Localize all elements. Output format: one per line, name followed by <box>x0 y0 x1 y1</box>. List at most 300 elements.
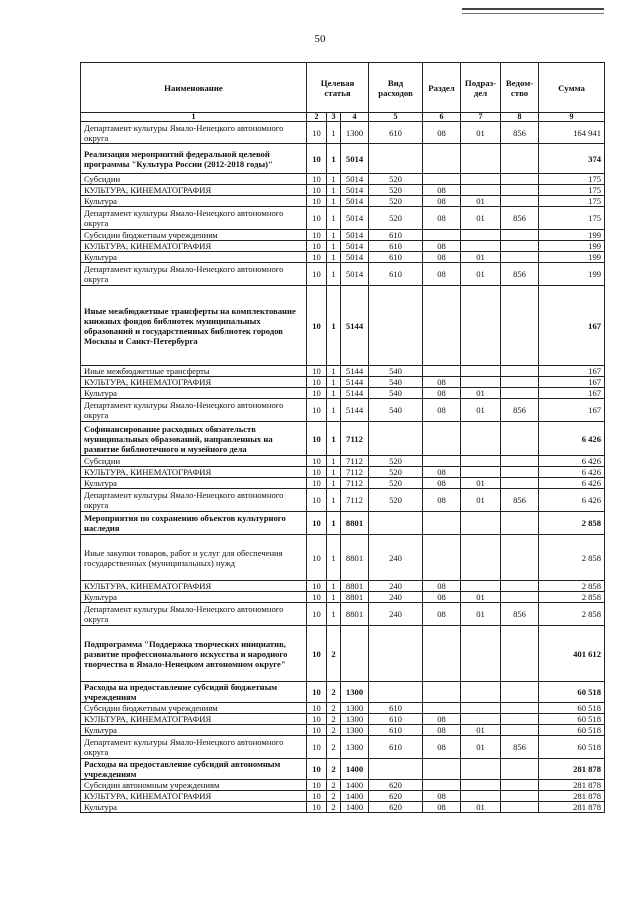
row-target-subprogram: 1 <box>327 241 341 252</box>
row-name: Департамент культуры Ямало-Ненецкого автономного округа <box>81 263 307 286</box>
row-target-program: 10 <box>307 581 327 592</box>
row-expense-type: 240 <box>369 535 423 581</box>
row-department <box>501 456 539 467</box>
row-department <box>501 478 539 489</box>
row-name: Субсидии <box>81 456 307 467</box>
row-target-code: 5014 <box>341 196 369 207</box>
row-subsection <box>461 286 501 366</box>
row-target-subprogram: 1 <box>327 388 341 399</box>
row-target-code: 8801 <box>341 581 369 592</box>
row-sum: 175 <box>539 185 605 196</box>
row-target-program: 10 <box>307 478 327 489</box>
row-target-code: 7112 <box>341 489 369 512</box>
row-expense-type: 610 <box>369 714 423 725</box>
row-section: 08 <box>423 399 461 422</box>
row-target-program: 10 <box>307 714 327 725</box>
row-target-subprogram: 2 <box>327 759 341 780</box>
row-target-program: 10 <box>307 286 327 366</box>
row-department: 856 <box>501 207 539 230</box>
table-row <box>81 725 605 736</box>
row-target-code: 1400 <box>341 802 369 813</box>
row-target-subprogram: 1 <box>327 467 341 478</box>
row-target-program: 10 <box>307 122 327 144</box>
row-target-code: 5014 <box>341 174 369 185</box>
row-subsection: 01 <box>461 603 501 626</box>
row-expense-type: 620 <box>369 791 423 802</box>
row-target-program: 10 <box>307 207 327 230</box>
row-section <box>423 535 461 581</box>
row-subsection <box>461 626 501 682</box>
row-subsection: 01 <box>461 736 501 759</box>
row-target-program: 10 <box>307 456 327 467</box>
row-subsection <box>461 377 501 388</box>
row-name: Иные закупки товаров, работ и услуг для обеспечения государственных (муниципальных) нужд <box>81 535 307 581</box>
row-target-subprogram: 1 <box>327 366 341 377</box>
row-target-program: 10 <box>307 802 327 813</box>
row-expense-type: 610 <box>369 736 423 759</box>
row-sum: 175 <box>539 196 605 207</box>
row-target-code: 5014 <box>341 230 369 241</box>
row-target-program: 10 <box>307 780 327 791</box>
column-number: 1 <box>81 113 307 122</box>
row-section <box>423 422 461 456</box>
row-sum: 2 858 <box>539 603 605 626</box>
row-target-program: 10 <box>307 241 327 252</box>
row-sum: 60 518 <box>539 714 605 725</box>
row-department <box>501 592 539 603</box>
budget-table <box>80 62 605 813</box>
row-expense-type: 610 <box>369 263 423 286</box>
row-target-subprogram: 2 <box>327 780 341 791</box>
table-row <box>81 759 605 780</box>
row-name: Культура <box>81 388 307 399</box>
row-target-subprogram: 1 <box>327 230 341 241</box>
row-section <box>423 366 461 377</box>
table-row <box>81 122 605 144</box>
row-expense-type <box>369 759 423 780</box>
row-target-code: 8801 <box>341 603 369 626</box>
row-sum: 167 <box>539 366 605 377</box>
row-target-code: 1300 <box>341 725 369 736</box>
row-subsection <box>461 144 501 174</box>
row-sum: 60 518 <box>539 682 605 703</box>
row-department <box>501 366 539 377</box>
row-target-program: 10 <box>307 736 327 759</box>
table-row <box>81 592 605 603</box>
row-sum: 6 426 <box>539 478 605 489</box>
row-expense-type: 610 <box>369 230 423 241</box>
header-target: Целевая статья <box>307 63 369 113</box>
row-target-code: 8801 <box>341 592 369 603</box>
row-target-subprogram: 2 <box>327 802 341 813</box>
row-department <box>501 174 539 185</box>
row-target-code: 1300 <box>341 703 369 714</box>
row-section: 08 <box>423 207 461 230</box>
row-expense-type: 520 <box>369 185 423 196</box>
row-target-code: 5144 <box>341 388 369 399</box>
row-target-subprogram: 1 <box>327 144 341 174</box>
row-target-code: 5014 <box>341 207 369 230</box>
row-name: Культура <box>81 478 307 489</box>
row-target-program: 10 <box>307 489 327 512</box>
table-row <box>81 682 605 703</box>
row-name: Реализация мероприятий федеральной целевой программы "Культура России (2012-2018 годы)" <box>81 144 307 174</box>
row-target-code: 5014 <box>341 185 369 196</box>
table-row <box>81 478 605 489</box>
row-target-subprogram: 2 <box>327 791 341 802</box>
row-name: КУЛЬТУРА, КИНЕМАТОГРАФИЯ <box>81 241 307 252</box>
header-section: Раздел <box>423 63 461 113</box>
header-name: Наименование <box>81 63 307 113</box>
table-row <box>81 512 605 535</box>
column-number: 3 <box>327 113 341 122</box>
row-department <box>501 791 539 802</box>
row-target-program: 10 <box>307 422 327 456</box>
row-section: 08 <box>423 714 461 725</box>
row-department <box>501 512 539 535</box>
table-row <box>81 388 605 399</box>
row-sum: 281 878 <box>539 759 605 780</box>
row-expense-type: 520 <box>369 207 423 230</box>
row-section <box>423 230 461 241</box>
row-expense-type <box>369 682 423 703</box>
row-subsection <box>461 703 501 714</box>
row-sum: 374 <box>539 144 605 174</box>
row-sum: 401 612 <box>539 626 605 682</box>
row-subsection <box>461 535 501 581</box>
header-department: Ведом-ство <box>501 63 539 113</box>
row-expense-type: 540 <box>369 377 423 388</box>
row-expense-type: 610 <box>369 725 423 736</box>
row-expense-type: 520 <box>369 478 423 489</box>
row-target-code: 5144 <box>341 366 369 377</box>
row-expense-type: 540 <box>369 366 423 377</box>
row-target-program: 10 <box>307 791 327 802</box>
row-section <box>423 144 461 174</box>
row-expense-type: 540 <box>369 399 423 422</box>
table-row <box>81 780 605 791</box>
column-number: 7 <box>461 113 501 122</box>
row-subsection <box>461 366 501 377</box>
row-target-program: 10 <box>307 682 327 703</box>
row-target-subprogram: 1 <box>327 489 341 512</box>
row-target-subprogram: 1 <box>327 207 341 230</box>
row-department: 856 <box>501 603 539 626</box>
row-section: 08 <box>423 263 461 286</box>
row-target-code: 1300 <box>341 714 369 725</box>
row-section: 08 <box>423 603 461 626</box>
page-number: 50 <box>314 33 326 45</box>
table-row <box>81 144 605 174</box>
row-sum: 60 518 <box>539 703 605 714</box>
header-sum: Сумма <box>539 63 605 113</box>
row-target-code: 1400 <box>341 780 369 791</box>
row-expense-type: 610 <box>369 252 423 263</box>
row-name: Субсидии бюджетным учреждениям <box>81 230 307 241</box>
row-department: 856 <box>501 122 539 144</box>
row-sum: 6 426 <box>539 489 605 512</box>
row-target-subprogram: 2 <box>327 703 341 714</box>
row-subsection <box>461 456 501 467</box>
row-target-program: 10 <box>307 512 327 535</box>
row-target-program: 10 <box>307 535 327 581</box>
row-section <box>423 682 461 703</box>
row-subsection <box>461 241 501 252</box>
row-target-program: 10 <box>307 263 327 286</box>
row-target-subprogram: 1 <box>327 592 341 603</box>
table-row <box>81 366 605 377</box>
column-number: 6 <box>423 113 461 122</box>
row-section: 08 <box>423 196 461 207</box>
table-row <box>81 174 605 185</box>
row-department: 856 <box>501 489 539 512</box>
row-department <box>501 759 539 780</box>
row-department <box>501 780 539 791</box>
row-subsection: 01 <box>461 263 501 286</box>
row-department <box>501 682 539 703</box>
column-number-row <box>81 113 605 122</box>
row-expense-type: 240 <box>369 592 423 603</box>
row-target-program: 10 <box>307 703 327 714</box>
row-target-subprogram: 1 <box>327 581 341 592</box>
row-section <box>423 703 461 714</box>
row-section: 08 <box>423 467 461 478</box>
row-target-code: 7112 <box>341 456 369 467</box>
row-sum: 2 858 <box>539 592 605 603</box>
column-number: 9 <box>539 113 605 122</box>
row-name: Расходы на предоставление субсидий автономным учреждениям <box>81 759 307 780</box>
header-row <box>81 63 605 113</box>
row-target-subprogram: 2 <box>327 736 341 759</box>
row-target-subprogram: 1 <box>327 252 341 263</box>
row-target-program: 10 <box>307 252 327 263</box>
row-sum: 2 858 <box>539 535 605 581</box>
row-name: КУЛЬТУРА, КИНЕМАТОГРАФИЯ <box>81 714 307 725</box>
row-name: Субсидии автономным учреждениям <box>81 780 307 791</box>
row-target-program: 10 <box>307 185 327 196</box>
row-target-subprogram: 1 <box>327 122 341 144</box>
row-sum: 281 878 <box>539 791 605 802</box>
row-name: Департамент культуры Ямало-Ненецкого автономного округа <box>81 207 307 230</box>
row-target-code: 8801 <box>341 535 369 581</box>
row-subsection <box>461 759 501 780</box>
row-subsection: 01 <box>461 122 501 144</box>
row-expense-type: 520 <box>369 174 423 185</box>
column-number: 8 <box>501 113 539 122</box>
row-expense-type <box>369 512 423 535</box>
row-target-code: 1400 <box>341 791 369 802</box>
row-sum: 6 426 <box>539 467 605 478</box>
row-target-program: 10 <box>307 399 327 422</box>
row-subsection: 01 <box>461 725 501 736</box>
row-target-subprogram: 1 <box>327 174 341 185</box>
row-name: Софинансирование расходных обязательств муниципальных образований, направленных на развитие библиотечного и музейного дела <box>81 422 307 456</box>
row-department <box>501 725 539 736</box>
row-name: КУЛЬТУРА, КИНЕМАТОГРАФИЯ <box>81 791 307 802</box>
row-department <box>501 241 539 252</box>
row-expense-type <box>369 422 423 456</box>
table-row <box>81 802 605 813</box>
row-sum: 167 <box>539 388 605 399</box>
row-sum: 281 878 <box>539 780 605 791</box>
row-name: Департамент культуры Ямало-Ненецкого автономного округа <box>81 489 307 512</box>
row-department <box>501 388 539 399</box>
row-target-subprogram: 2 <box>327 626 341 682</box>
row-department <box>501 185 539 196</box>
row-expense-type: 610 <box>369 122 423 144</box>
row-department: 856 <box>501 399 539 422</box>
row-expense-type: 540 <box>369 388 423 399</box>
row-section: 08 <box>423 478 461 489</box>
row-section: 08 <box>423 581 461 592</box>
row-subsection <box>461 230 501 241</box>
header-subsection: Подраз-дел <box>461 63 501 113</box>
row-expense-type: 240 <box>369 603 423 626</box>
top-rule <box>462 8 604 14</box>
row-name: Департамент культуры Ямало-Ненецкого автономного округа <box>81 122 307 144</box>
table-row <box>81 286 605 366</box>
row-name: Иные межбюджетные трансферты на комплектование книжных фондов библиотек муниципальных образований и государственных библиотек городов Москвы и Санкт-Петербурга <box>81 286 307 366</box>
row-target-subprogram: 1 <box>327 196 341 207</box>
row-section: 08 <box>423 388 461 399</box>
row-sum: 167 <box>539 399 605 422</box>
table-row <box>81 263 605 286</box>
table-row <box>81 535 605 581</box>
row-name: Культура <box>81 592 307 603</box>
row-name: Культура <box>81 252 307 263</box>
row-subsection: 01 <box>461 399 501 422</box>
row-expense-type <box>369 286 423 366</box>
row-sum: 60 518 <box>539 736 605 759</box>
row-target-code: 5014 <box>341 241 369 252</box>
table-row <box>81 736 605 759</box>
row-target-code: 5014 <box>341 252 369 263</box>
row-target-code: 7112 <box>341 478 369 489</box>
row-target-program: 10 <box>307 725 327 736</box>
row-section <box>423 456 461 467</box>
row-target-program: 10 <box>307 592 327 603</box>
row-name: Иные межбюджетные трансферты <box>81 366 307 377</box>
row-target-code: 7112 <box>341 422 369 456</box>
row-name: КУЛЬТУРА, КИНЕМАТОГРАФИЯ <box>81 377 307 388</box>
row-subsection <box>461 512 501 535</box>
row-expense-type: 520 <box>369 489 423 512</box>
row-target-program: 10 <box>307 377 327 388</box>
table-row <box>81 703 605 714</box>
row-department <box>501 535 539 581</box>
table-row <box>81 791 605 802</box>
row-target-code: 5144 <box>341 399 369 422</box>
row-expense-type: 520 <box>369 456 423 467</box>
row-section: 08 <box>423 241 461 252</box>
row-expense-type: 520 <box>369 467 423 478</box>
table-row <box>81 241 605 252</box>
row-section <box>423 626 461 682</box>
row-expense-type: 240 <box>369 581 423 592</box>
row-department <box>501 714 539 725</box>
row-name: Культура <box>81 802 307 813</box>
row-name: Субсидии бюджетным учреждениям <box>81 703 307 714</box>
row-sum: 199 <box>539 241 605 252</box>
row-target-code: 5144 <box>341 377 369 388</box>
row-expense-type: 610 <box>369 241 423 252</box>
row-section: 08 <box>423 489 461 512</box>
row-target-program: 10 <box>307 144 327 174</box>
row-section <box>423 174 461 185</box>
row-target-program: 10 <box>307 196 327 207</box>
table-row <box>81 489 605 512</box>
row-target-code <box>341 626 369 682</box>
row-sum: 60 518 <box>539 725 605 736</box>
row-department: 856 <box>501 736 539 759</box>
row-section <box>423 512 461 535</box>
row-section: 08 <box>423 377 461 388</box>
row-target-program: 10 <box>307 467 327 478</box>
row-target-code: 5144 <box>341 286 369 366</box>
row-subsection <box>461 581 501 592</box>
row-subsection: 01 <box>461 478 501 489</box>
row-target-subprogram: 2 <box>327 682 341 703</box>
row-target-program: 10 <box>307 230 327 241</box>
row-target-subprogram: 1 <box>327 456 341 467</box>
row-section: 08 <box>423 122 461 144</box>
row-subsection: 01 <box>461 196 501 207</box>
table-row <box>81 185 605 196</box>
row-name: Субсидии <box>81 174 307 185</box>
row-department <box>501 626 539 682</box>
row-subsection: 01 <box>461 252 501 263</box>
row-section: 08 <box>423 736 461 759</box>
row-target-subprogram: 1 <box>327 185 341 196</box>
row-section: 08 <box>423 725 461 736</box>
row-department <box>501 467 539 478</box>
table-row <box>81 603 605 626</box>
row-expense-type: 520 <box>369 196 423 207</box>
row-sum: 6 426 <box>539 422 605 456</box>
row-sum: 167 <box>539 377 605 388</box>
row-target-code: 1400 <box>341 759 369 780</box>
row-name: Департамент культуры Ямало-Ненецкого автономного округа <box>81 603 307 626</box>
row-department <box>501 196 539 207</box>
row-sum: 199 <box>539 263 605 286</box>
table-row <box>81 252 605 263</box>
row-department <box>501 377 539 388</box>
row-name: Расходы на предоставление субсидий бюджетным учреждениям <box>81 682 307 703</box>
row-expense-type <box>369 626 423 682</box>
row-target-program: 10 <box>307 174 327 185</box>
row-section <box>423 759 461 780</box>
table-row <box>81 207 605 230</box>
table-row <box>81 377 605 388</box>
column-number: 5 <box>369 113 423 122</box>
table-row <box>81 196 605 207</box>
row-department: 856 <box>501 263 539 286</box>
row-expense-type: 610 <box>369 703 423 714</box>
row-sum: 6 426 <box>539 456 605 467</box>
row-target-subprogram: 1 <box>327 603 341 626</box>
row-subsection: 01 <box>461 207 501 230</box>
row-department <box>501 422 539 456</box>
table-body <box>81 122 605 813</box>
row-target-subprogram: 2 <box>327 725 341 736</box>
row-department <box>501 286 539 366</box>
row-expense-type: 620 <box>369 802 423 813</box>
row-target-subprogram: 1 <box>327 377 341 388</box>
table-row <box>81 230 605 241</box>
row-name: КУЛЬТУРА, КИНЕМАТОГРАФИЯ <box>81 185 307 196</box>
row-subsection: 01 <box>461 802 501 813</box>
row-subsection <box>461 422 501 456</box>
